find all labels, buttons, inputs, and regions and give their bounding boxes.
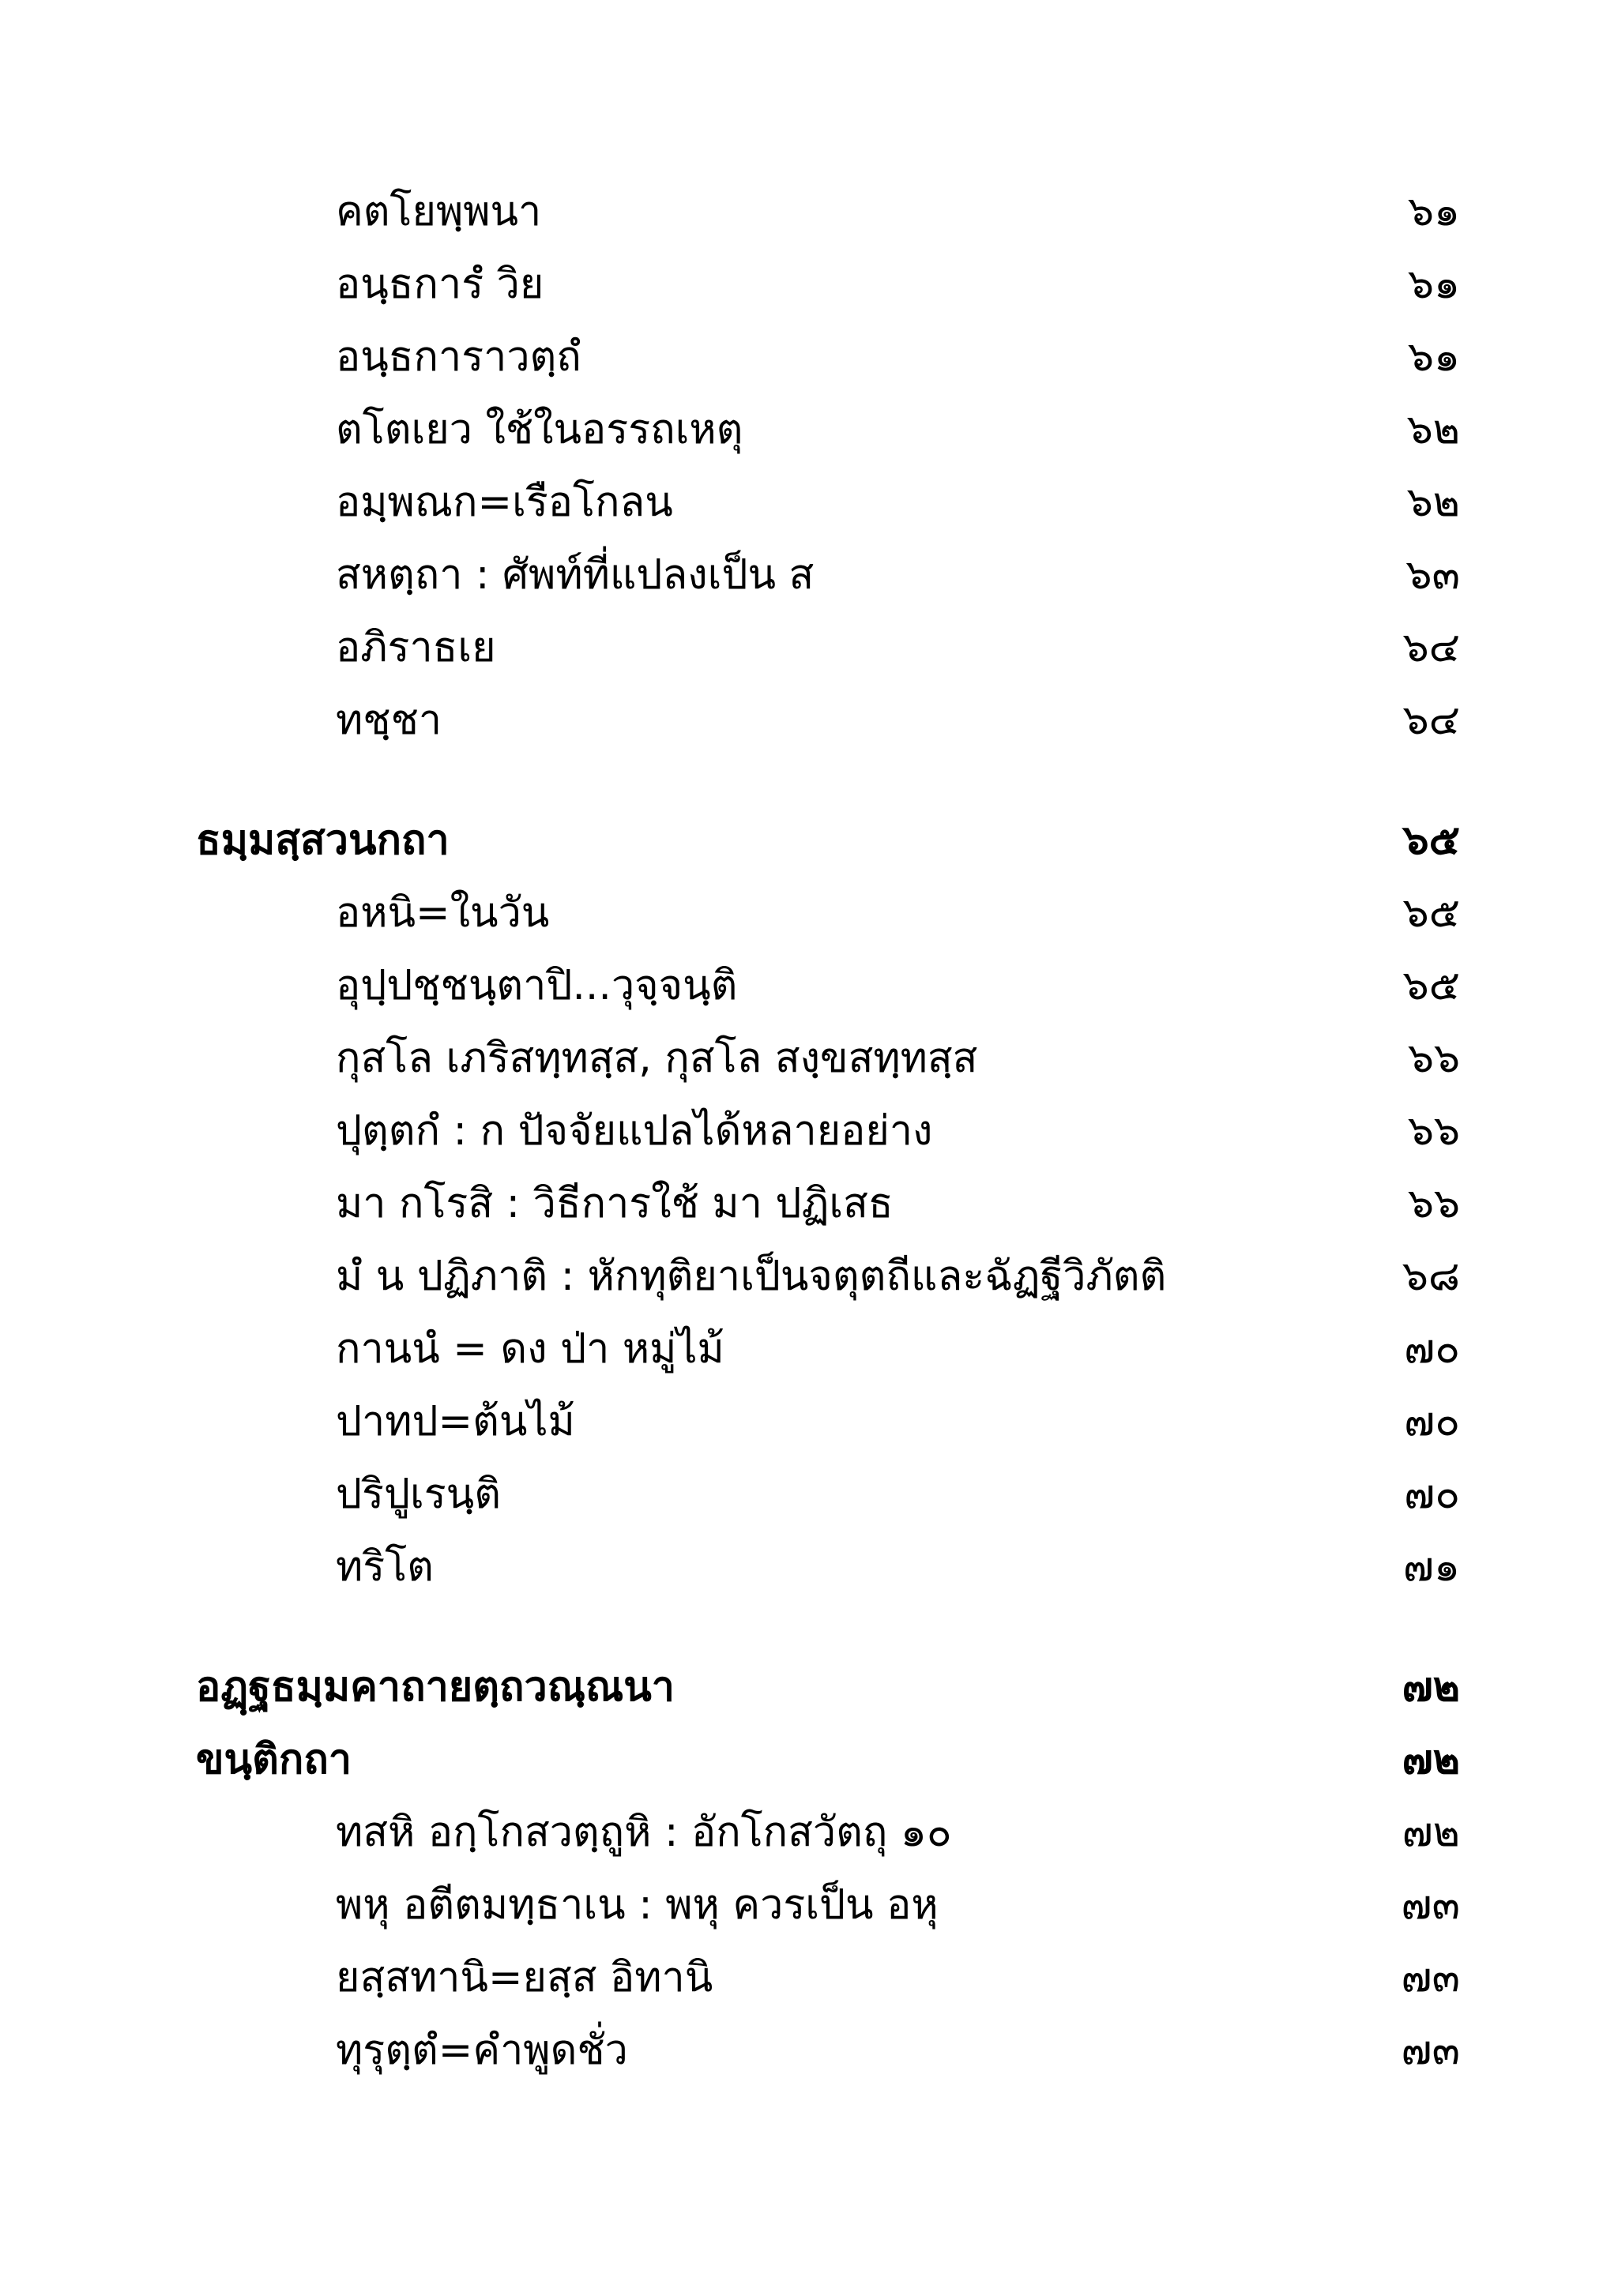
toc-entry-page: ๖๕ bbox=[1402, 962, 1460, 1009]
toc-entry-page: ๖๒ bbox=[1406, 479, 1460, 526]
toc-entry-page: ๖๓ bbox=[1405, 551, 1460, 599]
toc-entry-label: ทสหิ อกฺโกสวตฺถูหิ : อักโกสวัตถุ ๑๐ bbox=[336, 1809, 952, 1856]
toc-entry bbox=[0, 1167, 1618, 1240]
toc-entry-page: ๖๑ bbox=[1407, 261, 1460, 308]
toc-entry-label: คตโยพฺพนา bbox=[336, 188, 542, 235]
toc-entry-page: ๖๑ bbox=[1407, 333, 1460, 381]
toc-entry-label: ปริปูเรนฺติ bbox=[336, 1471, 501, 1518]
toc-entry-page: ๖๖ bbox=[1407, 1107, 1460, 1155]
toc-entry-page: ๖๑ bbox=[1407, 188, 1460, 235]
toc-entry-page: ๖๕ bbox=[1402, 889, 1460, 937]
toc-entry-page: ๗๐ bbox=[1404, 1398, 1460, 1445]
toc-entry-label: มา กโรสิ : วิธีการใช้ มา ปฏิเสธ bbox=[336, 1180, 894, 1227]
toc-entry-page: ๖๖ bbox=[1407, 1035, 1460, 1082]
toc-entry bbox=[0, 1796, 1618, 1869]
toc-heading-label: ขนฺติกถา bbox=[196, 1736, 352, 1783]
toc-entry-label: ปุตฺตกํ : ก ปัจจัยแปลได้หลายอย่าง bbox=[336, 1107, 933, 1155]
toc-heading-page: ๗๒ bbox=[1402, 1736, 1460, 1783]
toc-heading-page: ๗๒ bbox=[1402, 1663, 1460, 1711]
toc-entry-page: ๗๑ bbox=[1402, 1543, 1460, 1591]
toc-entry-page: ๗๐ bbox=[1404, 1471, 1460, 1518]
toc-entry bbox=[0, 248, 1618, 321]
toc-heading-label: อฏฺฐธมฺมคาถายตฺถวณฺณนา bbox=[196, 1663, 675, 1711]
toc-entry bbox=[0, 539, 1618, 611]
toc-entry-label: อมฺพณก=เรือโกลน bbox=[336, 479, 673, 526]
toc-entry-label: อุปฺปชฺชนฺตาปิ...วุจฺจนฺติ bbox=[336, 962, 738, 1009]
toc-section-heading bbox=[0, 1651, 1618, 1723]
toc-entry-label: อหนิ=ในวัน bbox=[336, 889, 550, 937]
toc-section-heading bbox=[0, 804, 1618, 877]
toc-entry-page: ๗๐ bbox=[1404, 1325, 1460, 1373]
toc-entry-label: อนฺธการาวตฺถํ bbox=[336, 333, 581, 381]
toc-entry-page: ๖๘ bbox=[1402, 1253, 1460, 1300]
toc-section-heading bbox=[0, 1723, 1618, 1796]
toc-entry-label: อนฺธการํ วิย bbox=[336, 261, 544, 308]
toc-entry bbox=[0, 1869, 1618, 1941]
toc-entry-label: กานนํ = ดง ป่า หมู่ไม้ bbox=[336, 1325, 724, 1373]
toc-entry bbox=[0, 2014, 1618, 2087]
toc-entry-label: กุสโล เภริสทฺทสฺส, กุสโล สงฺขสทฺทสฺส bbox=[336, 1035, 978, 1082]
toc-entry bbox=[0, 393, 1618, 466]
toc-entry bbox=[0, 877, 1618, 949]
toc-entry-label: ทริโต bbox=[336, 1543, 434, 1591]
toc-entry bbox=[0, 1022, 1618, 1095]
toc-entry-page: ๗๒ bbox=[1402, 1809, 1460, 1856]
toc-entry-label: ยสฺสทานิ=ยสฺส อิทานิ bbox=[336, 1954, 713, 2001]
toc-entry bbox=[0, 949, 1618, 1022]
toc-heading-page: ๖๕ bbox=[1402, 817, 1460, 864]
toc-entry bbox=[0, 321, 1618, 393]
toc-entry bbox=[0, 1385, 1618, 1458]
toc-entry-label: ปาทป=ต้นไม้ bbox=[336, 1398, 575, 1445]
toc-entry-label: ทุรุตฺตํ=คำพูดชั่ว bbox=[336, 2027, 628, 2074]
toc-entry bbox=[0, 1458, 1618, 1531]
toc-entry-label: ทชฺชา bbox=[336, 697, 442, 744]
toc-entry-label: อภิราธเย bbox=[336, 624, 496, 671]
toc-entry-label: มํ น ปฏิภาติ : หักทุติยาเป็นจตุตถีและฉัฏฐีวิภัตติ bbox=[336, 1253, 1167, 1300]
toc-entry-page: ๖๔ bbox=[1402, 624, 1460, 671]
toc-entry bbox=[0, 1313, 1618, 1385]
toc-entry-page: ๗๓ bbox=[1401, 1954, 1460, 2001]
toc-entry-page: ๗๓ bbox=[1401, 1881, 1460, 1929]
toc-entry bbox=[0, 1531, 1618, 1603]
toc-entry-label: พหุ อตีตมทฺธาเน : พหุ ควรเป็น อหุ bbox=[336, 1881, 939, 1929]
toc-entry-page: ๗๓ bbox=[1401, 2027, 1460, 2074]
toc-heading-label: ธมฺมสฺสวนกถา bbox=[196, 817, 450, 864]
toc-entry bbox=[0, 611, 1618, 684]
toc-entry bbox=[0, 1240, 1618, 1313]
toc-entry-page: ๖๔ bbox=[1402, 697, 1460, 744]
toc-entry-page: ๖๒ bbox=[1406, 406, 1460, 453]
toc-entry bbox=[0, 175, 1618, 248]
toc-entry-label: สหตฺถา : ศัพท์ที่แปลงเป็น ส bbox=[336, 551, 815, 599]
toc-entry bbox=[0, 684, 1618, 757]
toc-entry bbox=[0, 466, 1618, 539]
toc-entry bbox=[0, 1095, 1618, 1167]
toc-entry-label: ตโตเยว ใช้ในอรรถเหตุ bbox=[336, 406, 743, 453]
toc-entry-page: ๖๖ bbox=[1407, 1180, 1460, 1227]
toc-entry bbox=[0, 1941, 1618, 2014]
